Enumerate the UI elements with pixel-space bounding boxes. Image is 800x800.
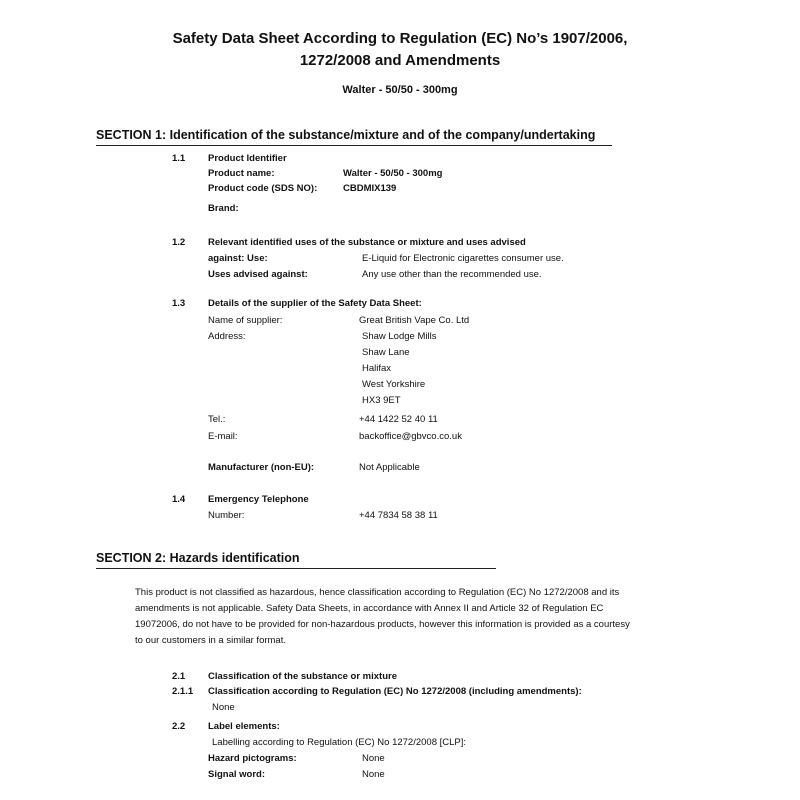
email-label: E-mail: xyxy=(208,431,238,442)
document-title-line1: Safety Data Sheet According to Regulation (EC) No’s 1907/2006, xyxy=(172,30,628,47)
tel-label: Tel.: xyxy=(208,414,226,425)
address-line: Shaw Lodge Mills xyxy=(362,331,437,342)
section-2-1-number: 2.1 xyxy=(172,671,186,682)
section-2-rule xyxy=(96,568,496,569)
address-line: Shaw Lane xyxy=(362,347,410,358)
product-name-label: Product name: xyxy=(208,168,275,179)
address-line: HX3 9ET xyxy=(362,395,401,406)
address-line: Halifax xyxy=(362,363,392,374)
address-line: West Yorkshire xyxy=(362,379,426,390)
emergency-number-label: Number: xyxy=(208,510,245,521)
uses-advised-against-label: Uses advised against: xyxy=(208,269,308,280)
product-line: Walter - 50/50 - 300mg xyxy=(342,84,458,96)
supplier-value: Great British Vape Co. Ltd xyxy=(359,315,470,326)
section-1-2-title: Relevant identified uses of the substance or mixture and uses advised xyxy=(208,237,526,248)
hazard-pictograms-value: None xyxy=(362,753,385,764)
section-2-1-1-number: 2.1.1 xyxy=(172,686,194,697)
manufacturer-label: Manufacturer (non-EU): xyxy=(208,462,315,473)
section-2-1-1-value: None xyxy=(212,702,235,713)
manufacturer-value: Not Applicable xyxy=(359,462,420,473)
hazard-pictograms-label: Hazard pictograms: xyxy=(208,753,297,764)
section-1-heading: SECTION 1: Identification of the substance/mixture and of the company/undertaking xyxy=(96,128,596,142)
use-value: E-Liquid for Electronic cigarettes consumer use. xyxy=(362,253,564,264)
brand-label: Brand: xyxy=(208,203,239,214)
address-label: Address: xyxy=(208,331,246,342)
tel-value: +44 1422 52 40 11 xyxy=(359,414,438,425)
product-code-value: CBDMIX139 xyxy=(343,183,397,194)
signal-word-label: Signal word: xyxy=(208,769,265,780)
section-1-3-title: Details of the supplier of the Safety Data Sheet: xyxy=(208,298,422,309)
labelling-text: Labelling according to Regulation (EC) No 1272/2008 [CLP]: xyxy=(212,737,467,748)
product-name-value: Walter - 50/50 - 300mg xyxy=(343,168,443,179)
section-2-paragraph: This product is not classified as hazardous, hence classification according to Regulation (EC) No 1272/2008 and its amendments is not applicable. Safety Data Sheets, in accordance with Annex II and Article 32 of Regulation EC 19072006, do not have to be provided for non-hazardous products, however this information is provided as a courtesy to our customers in a similar format. xyxy=(135,587,630,646)
section-2-heading: SECTION 2: Hazards identification xyxy=(96,551,300,565)
uses-advised-against-value: Any use other than the recommended use. xyxy=(362,269,542,280)
section-1-1-title: Product Identifier xyxy=(208,153,287,164)
document-title-line2: 1272/2008 and Amendments xyxy=(299,52,501,69)
supplier-label: Name of supplier: xyxy=(208,315,283,326)
signal-word-value: None xyxy=(362,769,385,780)
section-2-1-title: Classification of the substance or mixture xyxy=(208,671,397,682)
section-2-1-1-title: Classification according to Regulation (EC) No 1272/2008 (including amendments): xyxy=(208,686,582,697)
section-1-1-number: 1.1 xyxy=(172,153,186,164)
section-2-2-title: Label elements: xyxy=(208,721,280,732)
section-1-4-title: Emergency Telephone xyxy=(208,494,309,505)
section-1-rule xyxy=(96,145,612,146)
use-label: against: Use: xyxy=(208,253,268,264)
section-1-3-number: 1.3 xyxy=(172,298,186,309)
section-2-2-number: 2.2 xyxy=(172,721,186,732)
email-value: backoffice@gbvco.co.uk xyxy=(359,431,462,442)
section-1-4-number: 1.4 xyxy=(172,494,186,505)
emergency-number-value: +44 7834 58 38 11 xyxy=(359,510,438,521)
product-code-label: Product code (SDS NO): xyxy=(208,183,318,194)
section-1-2-number: 1.2 xyxy=(172,237,186,248)
